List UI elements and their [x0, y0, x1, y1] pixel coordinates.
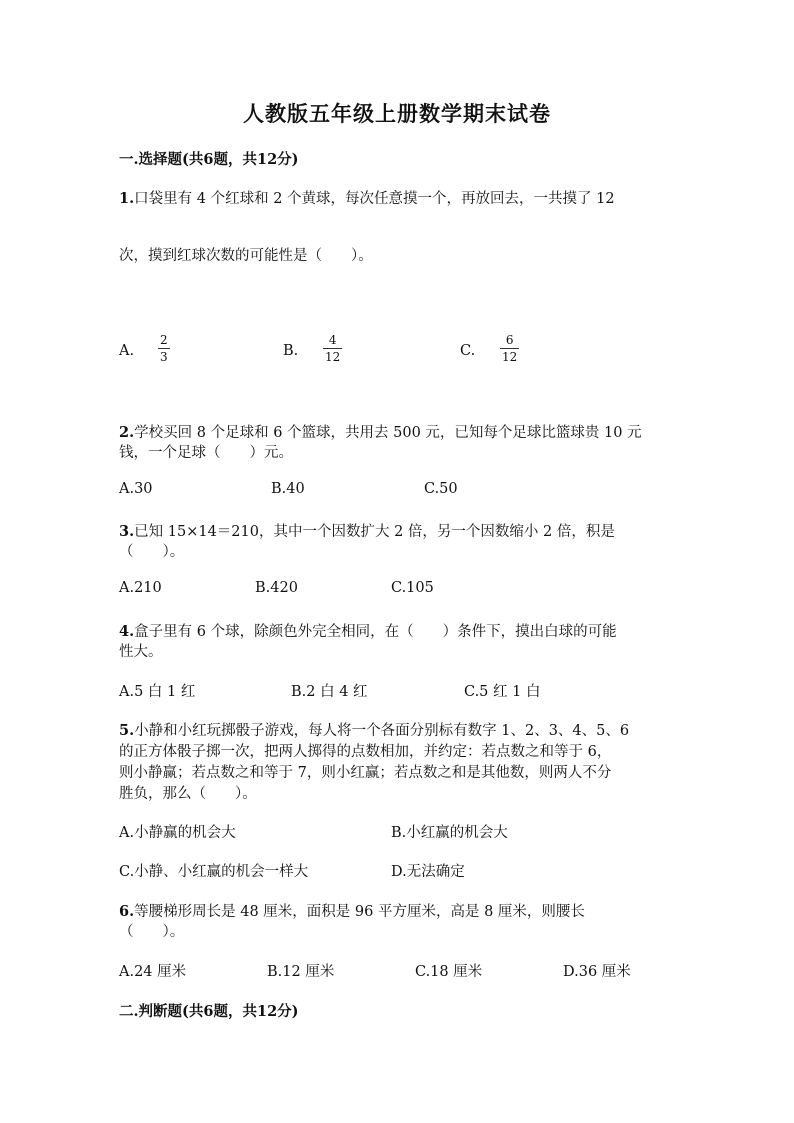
question-1-line-1: [119, 187, 615, 208]
question-4-line-1: [119, 620, 617, 641]
question-text: 学校买回 8 个足球和 6 个篮球，共用去 500 元，已知每个足球比篮球贵 10 元: [134, 425, 642, 441]
question-text: 盒子里有 6 个球，除颜色外完全相同，在（ ）条件下，摸出白球的可能: [134, 624, 617, 640]
option-a: A.30: [119, 481, 153, 497]
option-a: A.210: [119, 580, 162, 596]
question-number: 5.: [119, 722, 135, 739]
question-number: 2.: [119, 424, 135, 441]
page-title: 人教版五年级上册数学期末试卷: [243, 101, 551, 126]
question-number: 4.: [119, 623, 135, 640]
question-number: 3.: [119, 523, 135, 540]
question-text: 已知 15×14＝210，其中一个因数扩大 2 倍，另一个因数缩小 2 倍，积是: [134, 524, 615, 540]
fraction-numerator: 2: [160, 333, 168, 347]
fraction-bar: [500, 348, 519, 349]
question-6-line-1: [119, 900, 585, 921]
question-4-line-2: 性大。: [119, 644, 163, 660]
question-3-line-1: [119, 520, 615, 541]
option-b: B.小红赢的机会大: [391, 825, 508, 841]
option-c-fraction: [500, 333, 519, 364]
option-b: B.420: [255, 580, 298, 596]
option-b: B.40: [271, 481, 305, 497]
question-5-line-3: 则小静赢；若点数之和等于 7，则小红赢；若点数之和是其他数，则两人不分: [119, 765, 612, 781]
question-5-line-1: [119, 719, 629, 740]
option-b-label: B.: [283, 343, 299, 359]
question-number: 6.: [119, 903, 135, 920]
question-2-line-1: [119, 421, 642, 442]
option-c: C.105: [391, 580, 434, 596]
option-c: C.5 红 1 白: [464, 684, 541, 700]
option-a: A.5 白 1 红: [119, 684, 196, 700]
question-number: 1.: [119, 190, 135, 207]
option-c-label: C.: [460, 343, 476, 359]
section-heading-choice: 一.选择题(共6题，共12分): [119, 151, 299, 168]
option-b: B.2 白 4 红: [291, 684, 368, 700]
option-c: C.小静、小红赢的机会一样大: [119, 864, 309, 880]
option-b: B.12 厘米: [267, 964, 335, 980]
question-text: 口袋里有 4 个红球和 2 个黄球，每次任意摸一个，再放回去，一共摸了 12: [134, 191, 615, 207]
fraction-numerator: 6: [505, 333, 514, 347]
option-d: D.36 厘米: [563, 964, 631, 980]
fraction-denominator: 12: [502, 350, 518, 364]
question-1-line-2: 次，摸到红球次数的可能性是（ ）。: [119, 248, 373, 264]
option-d: D.无法确定: [391, 864, 465, 880]
option-c: C.18 厘米: [415, 964, 483, 980]
option-b-fraction: [323, 333, 342, 364]
fraction-bar: [158, 348, 170, 349]
question-6-line-2: （ ）。: [119, 924, 185, 940]
option-a: A.小静赢的机会大: [119, 825, 236, 841]
section-heading-true-false: 二.判断题(共6题，共12分): [119, 1003, 299, 1020]
question-3-line-2: （ ）。: [119, 544, 185, 560]
question-2-line-2: 钱，一个足球（ ）元。: [119, 445, 293, 461]
option-c: C.50: [424, 481, 458, 497]
fraction-denominator: 12: [325, 350, 341, 364]
question-text: 小静和小红玩掷骰子游戏，每人将一个各面分别标有数字 1、2、3、4、5、6: [134, 723, 630, 739]
question-5-line-2: 的正方体骰子掷一次，把两人掷得的点数相加，并约定：若点数之和等于 6，: [119, 744, 612, 760]
question-5-line-4: 胜负，那么（ ）。: [119, 786, 257, 802]
fraction-numerator: 4: [328, 333, 337, 347]
question-text: 等腰梯形周长是 48 厘米，面积是 96 平方厘米，高是 8 厘米，则腰长: [134, 904, 585, 920]
fraction-bar: [323, 348, 342, 349]
option-a-fraction: [158, 333, 170, 364]
fraction-denominator: 3: [160, 350, 168, 364]
option-a: A.24 厘米: [119, 964, 187, 980]
option-a-label: A.: [119, 343, 135, 359]
